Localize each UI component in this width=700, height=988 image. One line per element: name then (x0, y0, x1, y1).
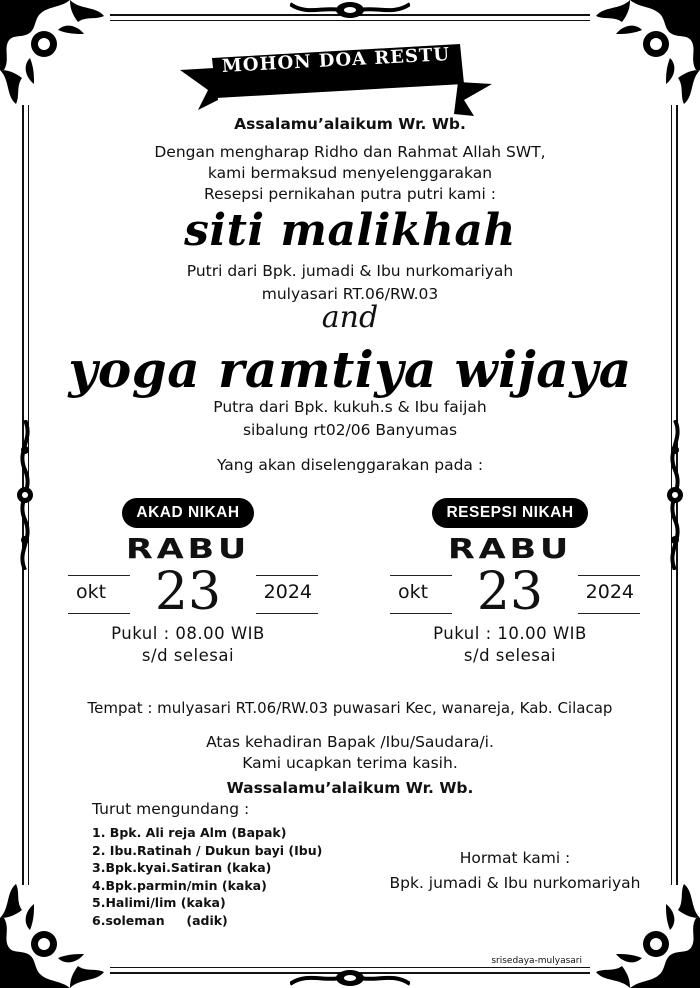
side-ornament-icon (660, 420, 690, 570)
resepsi-date-row (398, 562, 634, 623)
header-ribbon (178, 40, 494, 118)
opening-greeting: Assalamu’alaikum Wr. Wb. (234, 115, 466, 133)
list-item: 1. Bpk. Ali reja Alm (Bapak) (92, 825, 287, 840)
signature-block (370, 846, 660, 896)
resepsi-day: RABU (447, 532, 573, 565)
intro-line-2: kami bermaksud menyelenggarakan (207, 164, 493, 182)
resepsi-year: 2024 (585, 581, 634, 603)
akad-year: 2024 (263, 581, 312, 603)
invitees-heading: Turut mengundang : (92, 800, 250, 818)
list-item: 2. Ibu.Ratinah / Dukun bayi (Ibu) (92, 842, 323, 858)
invitees-list (92, 800, 322, 929)
bottom-ornament-icon (290, 966, 410, 988)
groom-name: yoga ramtiya wijaya (68, 340, 632, 399)
groom-address: sibalung rt02/06 Banyumas (242, 421, 458, 439)
akad-day: RABU (125, 532, 251, 565)
akad-time: Pukul : 08.00 WIB (111, 624, 265, 643)
and-connector: and (321, 300, 379, 335)
credit-text: srisedaya-mulyasari (491, 956, 582, 966)
resepsi-until: s/d selesai (463, 646, 557, 665)
held-on-text: Yang akan diselenggarakan pada : (216, 456, 484, 474)
bride-parents: Putri dari Bpk. jumadi & Ibu nurkomariyah (186, 262, 514, 280)
resepsi-label: RESEPSI NIKAH (432, 498, 587, 528)
header-title: MOHON DOA RESTU (221, 44, 451, 77)
akad-date-row (76, 562, 312, 623)
akad-label: AKAD NIKAH (122, 498, 253, 528)
signature-names: Bpk. jumadi & Ibu nurkomariyah (389, 874, 641, 892)
closing-greeting: Wassalamu’alaikum Wr. Wb. (226, 779, 474, 797)
top-ornament-icon (290, 0, 410, 22)
corner-ornament-icon (590, 0, 700, 110)
resepsi-date: 23 (476, 562, 544, 622)
groom-parents: Putra dari Bpk. kukuh.s & Ibu faijah (213, 398, 487, 416)
bride-address: mulyasari RT.06/RW.03 (261, 285, 439, 303)
signature-label: Hormat kami : (459, 849, 571, 867)
bride-name: siti malikhah (184, 205, 516, 256)
akad-until: s/d selesai (141, 646, 235, 665)
closing-line-2: Kami ucapkan terima kasih. (242, 754, 458, 772)
list-item: 4.Bpk.parmin/min (kaka) (92, 877, 267, 893)
resepsi-month: okt (398, 581, 429, 603)
intro-line-1: Dengan mengharap Ridho dan Rahmat Allah SWT, (154, 143, 546, 161)
akad-month: okt (76, 581, 107, 603)
resepsi-time: Pukul : 10.00 WIB (433, 624, 587, 643)
list-item: 3.Bpk.kyai.Satiran (kaka) (92, 860, 272, 875)
closing-line-1: Atas kehadiran Bapak /Ibu/Saudara/i. (206, 733, 494, 751)
list-item: 5.Halimi/lim (kaka) (92, 895, 226, 910)
list-item: 6.soleman (adik) (92, 912, 228, 928)
venue-text: Tempat : mulyasari RT.06/RW.03 puwasari Kec, wanareja, Kab. Cilacap (87, 699, 613, 717)
intro-line-3: Resepsi pernikahan putra putri kami : (204, 185, 496, 203)
akad-date: 23 (154, 562, 222, 622)
side-ornament-icon (10, 420, 40, 570)
akad-block (76, 498, 312, 667)
resepsi-block (398, 498, 634, 667)
corner-ornament-icon (0, 0, 110, 110)
